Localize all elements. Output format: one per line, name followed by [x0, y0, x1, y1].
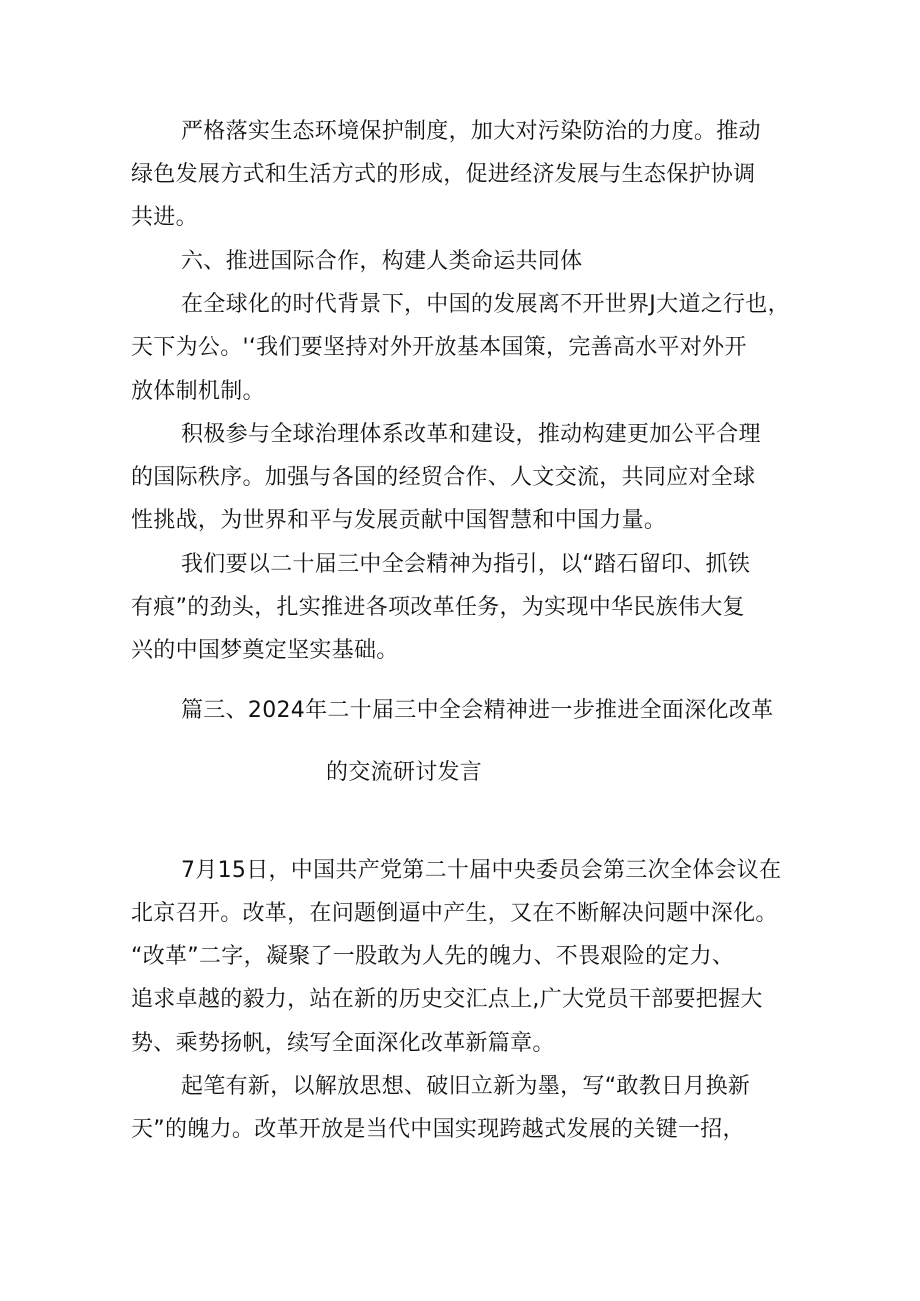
paragraph-line: 性挑战，为世界和平与发展贡献中国智慧和中国力量。 — [131, 508, 667, 533]
paragraph-line: 势、乘势扬帆，续写全面深化改革新篇章。 — [131, 1031, 555, 1056]
paragraph-line: 7月15日，中国共产党第二十届中央委员会第三次全体会议在 — [181, 858, 782, 883]
paragraph-line: 绿色发展方式和生活方式的形成，促进经济发展与生态保护协调 — [131, 162, 756, 187]
paragraph-line: 起笔有新，以解放思想、破旧立新为墨，写“敢教日月换新 — [181, 1074, 751, 1099]
paragraph-line: 严格落实生态环境保护制度，加大对污染防治的力度。推动 — [181, 119, 761, 144]
section-title-line: 的交流研讨发言 — [326, 760, 483, 785]
paragraph-line: “改革”二字，凝聚了一股敢为人先的魄力、不畏艰险的定力、 — [131, 944, 735, 969]
paragraph-line: 北京召开。改革，在问题倒逼中产生，又在不断解决问题中深化。 — [131, 901, 778, 926]
paragraph-line: 放体制机制。 — [131, 379, 265, 404]
paragraph-line: 的国际秩序。加强与各国的经贸合作、人文交流，共同应对全球 — [131, 465, 756, 490]
paragraph-line: 有痕”的劲头，扎实推进各项改革任务，为实现中华民族伟大复 — [131, 595, 745, 620]
paragraph-line: 追求卓越的毅力，站在新的历史交汇点上,广大党员干部要把握大 — [131, 987, 763, 1012]
paragraph-line: 我们要以二十届三中全会精神为指引，以“踏石留印、抓铁 — [181, 552, 751, 577]
paragraph-line: 天下为公。'‘我们要坚持对外开放基本国策，完善高水平对外开 — [131, 335, 747, 360]
paragraph-line: 天”的魄力。改革开放是当代中国实现跨越式发展的关键一招， — [131, 1117, 745, 1142]
paragraph-line: 在全球化的时代背景下，中国的发展离不开世界J大道之行也， — [181, 292, 790, 317]
paragraph-line: 兴的中国梦奠定坚实基础。 — [131, 638, 399, 663]
section-heading: 六、推进国际合作，构建人类命运共同体 — [181, 249, 583, 274]
paragraph-line: 积极参与全球治理体系改革和建设，推动构建更加公平合理 — [181, 422, 761, 447]
paragraph-line: 共进。 — [131, 205, 198, 230]
section-title-line: 篇三、2024年二十届三中全会精神进一步推进全面深化改革 — [181, 698, 774, 723]
